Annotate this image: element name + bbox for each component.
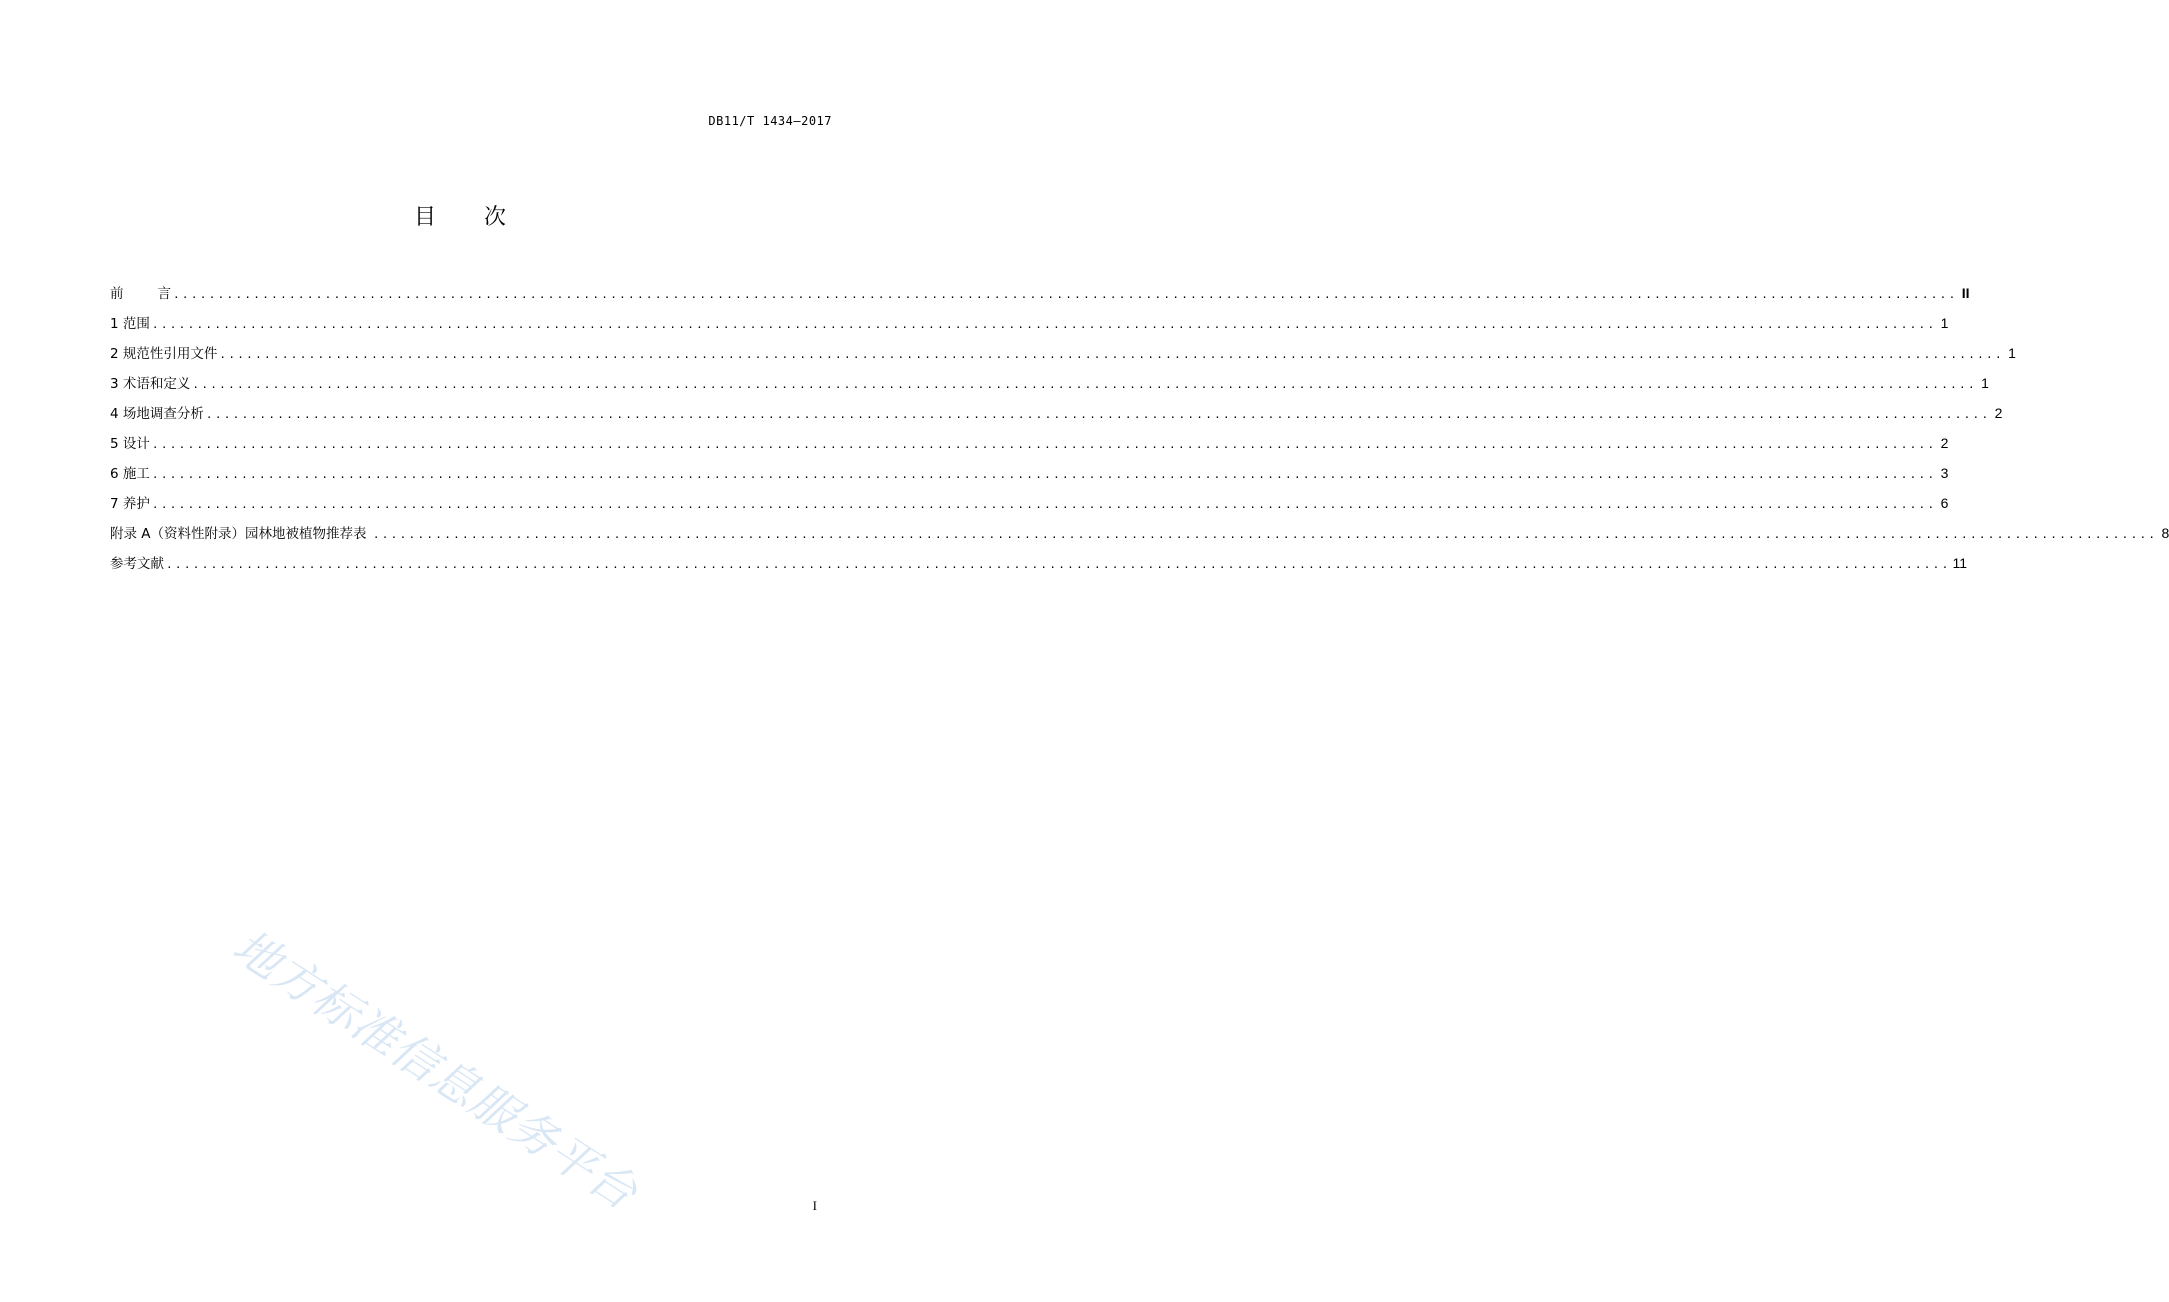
toc-leader-dots: ........................................................................................................................................................................................................	[151, 438, 1937, 451]
toc-leader-dots: ........................................................................................................................................................................................................	[166, 558, 1951, 571]
toc-entry-page: 1	[2008, 345, 2016, 361]
toc-entry-label: 5 设计	[110, 436, 150, 452]
toc-entry-construction[interactable]	[110, 458, 1949, 488]
toc-entry-label: 2 规范性引用文件	[110, 346, 218, 362]
toc-entry-label: 7 养护	[110, 496, 150, 512]
toc-entry-page: 6	[1940, 495, 1949, 511]
page-title	[0, 200, 920, 231]
toc-entry-scope[interactable]	[110, 308, 1949, 338]
toc-entry-foreword[interactable]	[110, 278, 1970, 308]
toc-entry-label: 3 术语和定义	[110, 376, 191, 392]
title-char-left: 目	[413, 205, 436, 230]
toc-entry-page: 1	[1981, 375, 1989, 391]
toc-entry-page: 2	[1994, 405, 2003, 421]
watermark: 地方标准信息服务平台	[223, 918, 648, 1221]
page-number: I	[812, 1198, 817, 1213]
toc-entry-label: 参考文献	[110, 556, 164, 572]
toc-entry-page: 1	[1940, 315, 1949, 331]
document-code: DB11/T 1434—2017	[708, 114, 832, 128]
toc-leader-dots: ........................................................................................................................................................................................................	[173, 288, 1958, 301]
toc-entry-site-survey[interactable]	[110, 398, 2003, 428]
toc-entry-appendix-a[interactable]	[110, 518, 2169, 548]
toc-leader-dots: ........................................................................................................................................................................................................	[151, 468, 1937, 481]
toc-entry-page: II	[1961, 285, 1970, 301]
title-char-right: 次	[484, 205, 507, 230]
toc-entry-label: 1 范围	[110, 316, 150, 332]
toc-entry-label: 前 言	[110, 286, 171, 302]
toc-leader-dots: ........................................................................................................................................................................................................	[192, 378, 1977, 391]
toc-leader-dots: ........................................................................................................................................................................................................	[219, 348, 2004, 361]
toc-entry-label: 6 施工	[110, 466, 150, 482]
toc-leader-dots: ........................................................................................................................................................................................................	[372, 528, 2158, 541]
toc-leader-dots: ........................................................................................................................................................................................................	[151, 498, 1937, 511]
toc-entry-bibliography[interactable]	[110, 548, 1968, 578]
toc-entry-label: 附录 A（资料性附录）园林地被植物推荐表	[110, 526, 371, 542]
toc-leader-dots: ........................................................................................................................................................................................................	[205, 408, 1991, 421]
toc-entry-page: 11	[1952, 555, 1968, 571]
toc-leader-dots: ........................................................................................................................................................................................................	[151, 318, 1937, 331]
toc-entry-normative-references[interactable]	[110, 338, 2016, 368]
toc-entry-terms[interactable]	[110, 368, 1989, 398]
toc-entry-page: 3	[1940, 465, 1949, 481]
toc-entry-design[interactable]	[110, 428, 1949, 458]
toc-entry-page: 8	[2161, 525, 2169, 541]
toc-entry-maintenance[interactable]	[110, 488, 1949, 518]
toc-entry-label: 4 场地调查分析	[110, 406, 204, 422]
toc-list	[110, 278, 2169, 578]
toc-entry-page: 2	[1940, 435, 1949, 451]
